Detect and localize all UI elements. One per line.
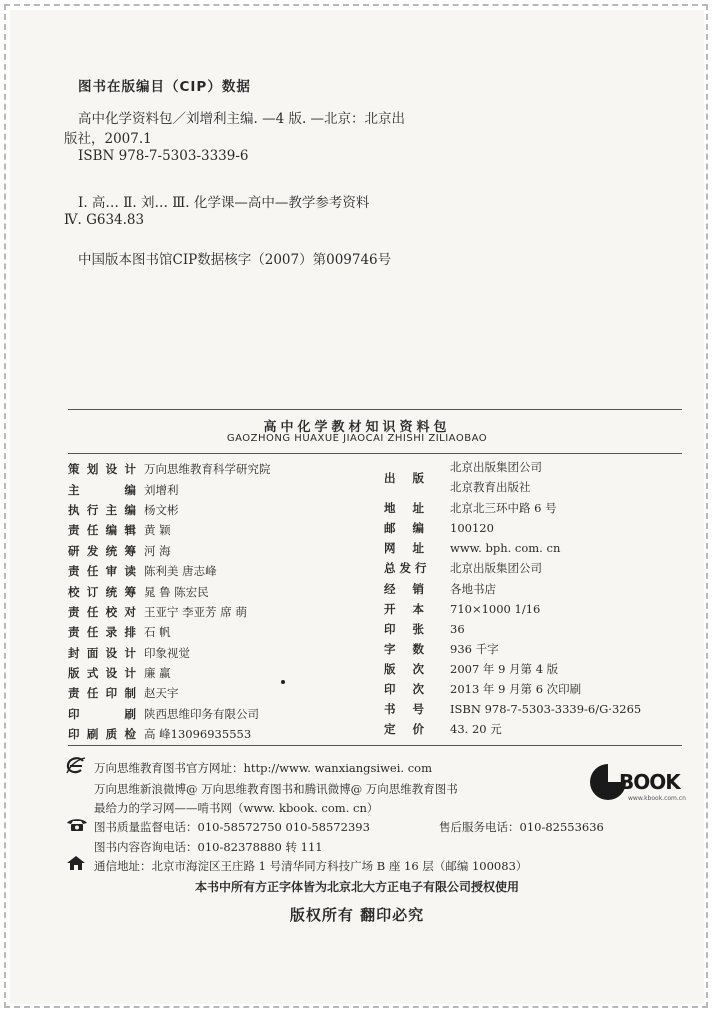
pub-row	[384, 601, 540, 617]
cip-title: 图书在版编目（CIP）数据	[78, 79, 251, 95]
pub-value: 36	[450, 622, 465, 636]
pub-value: 43. 20 元	[450, 722, 502, 736]
pub-value: 2013 年 9 月第 6 次印刷	[450, 682, 582, 696]
ie-icon	[66, 757, 86, 775]
pub-role: 邮 编	[384, 521, 424, 535]
print-dot	[281, 680, 285, 684]
phone-icon	[66, 818, 88, 832]
pub-value: www. bph. com. cn	[450, 541, 561, 555]
credit-role: 版式设计	[68, 666, 136, 680]
book-title-en: GAOZHONG HUAXUE JIAOCAI ZHISHI ZILIAOBAO	[226, 433, 488, 444]
credit-role: 策划设计	[68, 462, 136, 476]
pub-value	[450, 459, 542, 475]
credit-role: 责任编辑	[68, 523, 136, 537]
pub-role: 字 数	[384, 642, 424, 656]
kbook-logo-word: BOOK	[619, 770, 680, 794]
pub-row	[384, 621, 465, 637]
credit-row	[68, 584, 209, 600]
weibo-line: 万向思维新浪微博@ 万向思维教育图书和腾讯微博@ 万向思维教育图书	[94, 782, 458, 796]
credit-value: 王亚宁 李亚芳 席 萌	[144, 605, 247, 619]
pub-value: 710×1000 1/16	[450, 602, 541, 616]
pub-row	[384, 581, 496, 597]
credit-row	[68, 461, 271, 477]
pub-value: 936 千字	[450, 642, 499, 656]
credit-role: 责任印制	[68, 686, 136, 700]
pub-row-publisher	[384, 470, 424, 486]
credit-role: 封面设计	[68, 646, 136, 660]
credit-row	[68, 685, 179, 701]
pub-value: 北京北三环中路 6 号	[450, 501, 557, 515]
credit-row	[68, 624, 171, 640]
credit-value: 晁 鲁 陈宏民	[144, 585, 209, 599]
quality-phone: 图书质量监督电话：010-58572750 010-58572393	[94, 820, 370, 834]
credit-role: 执行主编	[68, 503, 136, 517]
credit-role: 印刷质检	[68, 727, 136, 741]
footer-rule	[68, 745, 682, 746]
credit-value: 高 峰13096935553	[144, 727, 252, 741]
credit-value: 陈利美 唐志峰	[144, 564, 217, 578]
cip-isbn: ISBN 978-7-5303-3339-6	[78, 148, 249, 164]
credit-row	[68, 706, 259, 722]
pub-role: 开 本	[384, 602, 424, 616]
pub-role: 网 址	[384, 541, 424, 555]
credit-row	[68, 543, 171, 559]
header-rule	[68, 453, 682, 454]
credit-value: 万向思维教育科学研究院	[144, 462, 271, 476]
cip-class-number: Ⅳ. G634.83	[64, 212, 145, 228]
credit-role: 印 刷	[68, 707, 136, 721]
font-license-notice: 本书中所有方正字体皆为北京北大方正电子有限公司授权使用	[194, 880, 519, 894]
credit-role: 主 编	[68, 483, 136, 497]
mailing-address: 通信地址：北京市海淀区王庄路 1 号清华同方科技广场 B 座 16 层（邮编 100083）	[94, 859, 528, 873]
credit-row	[68, 482, 179, 498]
study-site: 最给力的学习网——啃书网（www. kbook. com. cn）	[94, 801, 379, 815]
pub-role: 书 号	[384, 702, 424, 716]
pub-role: 出 版	[384, 471, 424, 485]
credit-row	[68, 665, 171, 681]
pub-role: 经 销	[384, 582, 424, 596]
pub-row	[384, 721, 502, 737]
credit-row	[68, 522, 171, 538]
kbook-logo-url: www.kbook.com.cn	[628, 795, 686, 802]
pub-row	[384, 500, 557, 516]
credit-value: 刘增利	[144, 483, 179, 497]
credit-value: 印象视觉	[144, 646, 190, 660]
pub-role: 印 张	[384, 622, 424, 636]
top-rule	[68, 409, 682, 410]
pub-row	[384, 701, 641, 717]
credit-row	[68, 604, 247, 620]
pub-value: ISBN 978-7-5303-3339-6/G·3265	[450, 702, 642, 716]
cip-line-2: 版社，2007.1	[64, 131, 152, 147]
credit-value: 河 海	[144, 544, 171, 558]
pub-row	[384, 560, 542, 576]
aftersale-phone: 售后服务电话：010-82553636	[439, 820, 604, 834]
pub-row	[384, 540, 560, 556]
pub-value-1: 北京出版集团公司	[450, 460, 542, 474]
credit-row	[68, 502, 179, 518]
pub-role: 版 次	[384, 662, 424, 676]
house-icon	[66, 855, 86, 871]
pub-row	[384, 641, 499, 657]
pub-value: 各地书店	[450, 582, 496, 596]
copyright-notice: 版权所有 翻印必究	[289, 906, 425, 924]
pub-role: 印 次	[384, 682, 424, 696]
credit-row	[68, 563, 217, 579]
pub-role: 总 发 行	[384, 561, 427, 575]
cip-classification: Ⅰ. 高… Ⅱ. 刘… Ⅲ. 化学课—高中—教学参考资料	[78, 195, 370, 211]
pub-row	[384, 681, 581, 697]
pub-row	[384, 520, 494, 536]
official-website: 万向思维教育图书官方网址：http://www. wanxiangsiwei. com	[94, 761, 432, 775]
credit-role: 责任审读	[68, 564, 136, 578]
cip-record-number: 中国版本图书馆CIP数据核字（2007）第009746号	[78, 252, 392, 268]
credit-row	[68, 645, 190, 661]
credit-value: 石 帆	[144, 625, 171, 639]
credit-role: 研发统筹	[68, 544, 136, 558]
content-phone: 图书内容咨询电话：010-82378880 转 111	[94, 840, 323, 854]
pub-value	[450, 479, 531, 495]
credit-value: 陕西思维印务有限公司	[144, 707, 259, 721]
pub-value-2: 北京教育出版社	[450, 480, 531, 494]
credit-role: 责任录排	[68, 625, 136, 639]
credit-value: 杨文彬	[144, 503, 179, 517]
pub-value: 北京出版集团公司	[450, 561, 542, 575]
pub-value: 100120	[450, 521, 494, 535]
credit-value: 赵天宇	[144, 686, 179, 700]
credit-role: 责任校对	[68, 605, 136, 619]
pub-row	[384, 661, 558, 677]
credit-row	[68, 726, 251, 742]
credit-value: 黄 颖	[144, 523, 171, 537]
pub-role: 地 址	[384, 501, 424, 515]
pub-role: 定 价	[384, 722, 424, 736]
book-title-cn: 高中化学教材知识资料包	[263, 420, 451, 435]
credit-role: 校订统筹	[68, 585, 136, 599]
cip-line-1: 高中化学资料包／刘增利主编. —4 版. —北京：北京出	[78, 111, 406, 127]
credit-value: 廉 赢	[144, 666, 171, 680]
pub-value: 2007 年 9 月第 4 版	[450, 662, 559, 676]
